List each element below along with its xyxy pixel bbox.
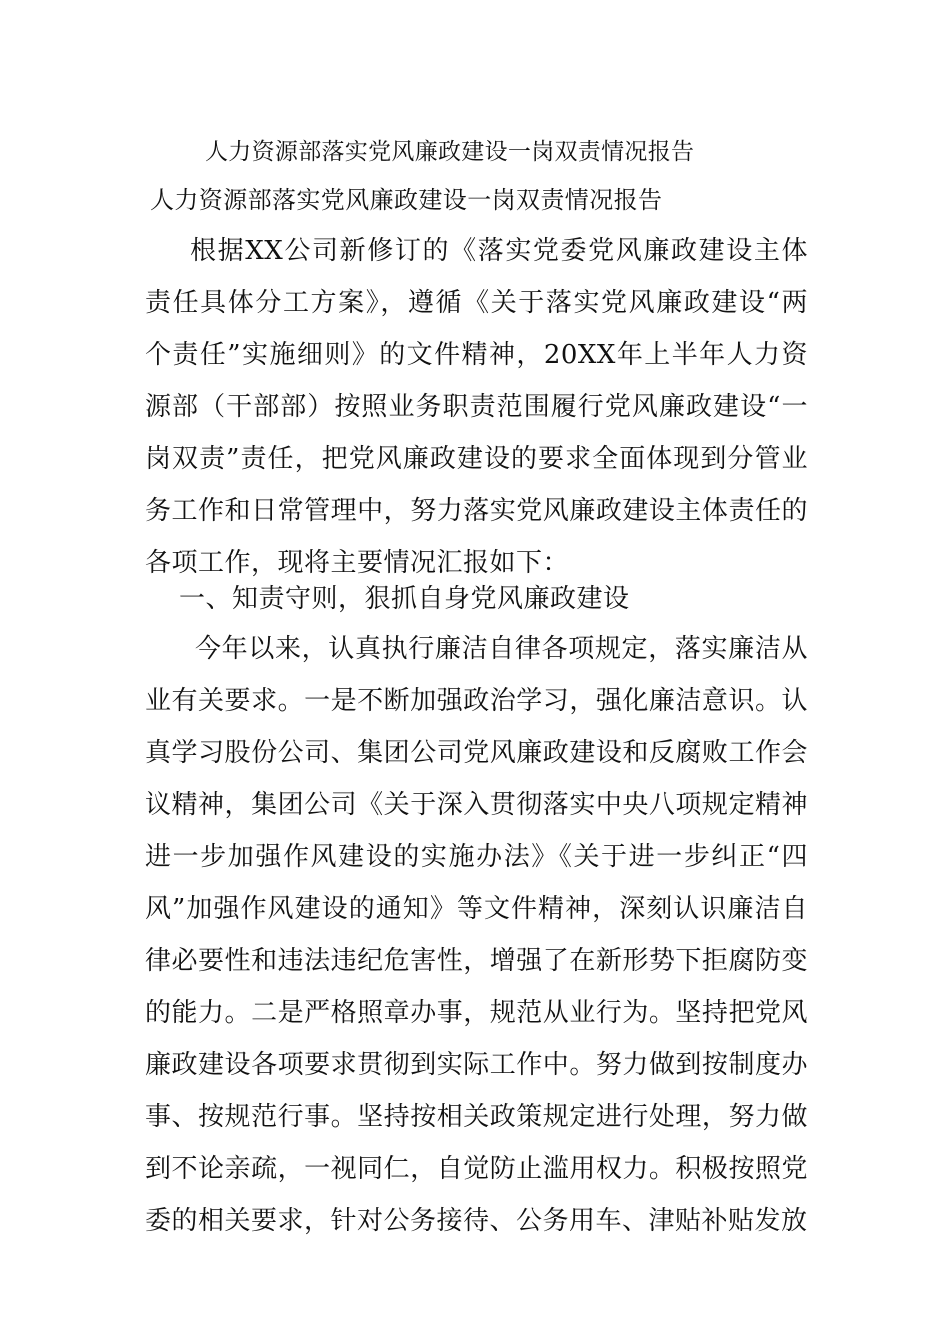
- body-paragraph-intro: 根据XX公司新修订的《落实党委党风廉政建设主体责任具体分工方案》，遵循《关于落实党风廉政建设“两个责任”实施细则》的文件精神，20XX年上半年人力资源部（干部部）按照业务职责范围履行党风廉政建设“一岗双责”责任，把党风廉政建设的要求全面体现到分管业务工作和日常管理中，努力落实党风廉政建设主体责任的各项工作，现将主要情况汇报如下：: [145, 236, 808, 578]
- document-title: 人力资源部落实党风廉政建设一岗双责情况报告: [205, 139, 695, 165]
- section-heading-1: 一、知责守则，狠抓自身党风廉政建设: [179, 584, 630, 614]
- body-paragraph-section-1: 今年以来，认真执行廉洁自律各项规定，落实廉洁从业有关要求。一是不断加强政治学习，强化廉洁意识。认真学习股份公司、集团公司党风廉政建设和反腐败工作会议精神，集团公司《关于深入贯彻落实中央八项规定精神进一步加强作风建设的实施办法》《关于进一步纠正“四风”加强作风建设的通知》等文件精神，深刻认识廉洁自律必要性和违法违纪危害性，增强了在新形势下拒腐防变的能力。二是严格照章办事，规范从业行为。坚持把党风廉政建设各项要求贯彻到实际工作中。努力做到按制度办事、按规范行事。坚持按相关政策规定进行处理，努力做到不论亲疏，一视同仁，自觉防止滥用权力。积极按照党委的相关要求，针对公务接待、公务用车、津贴补贴发放: [145, 634, 808, 1236]
- document-subtitle: 人力资源部落实党风廉政建设一岗双责情况报告: [150, 186, 663, 214]
